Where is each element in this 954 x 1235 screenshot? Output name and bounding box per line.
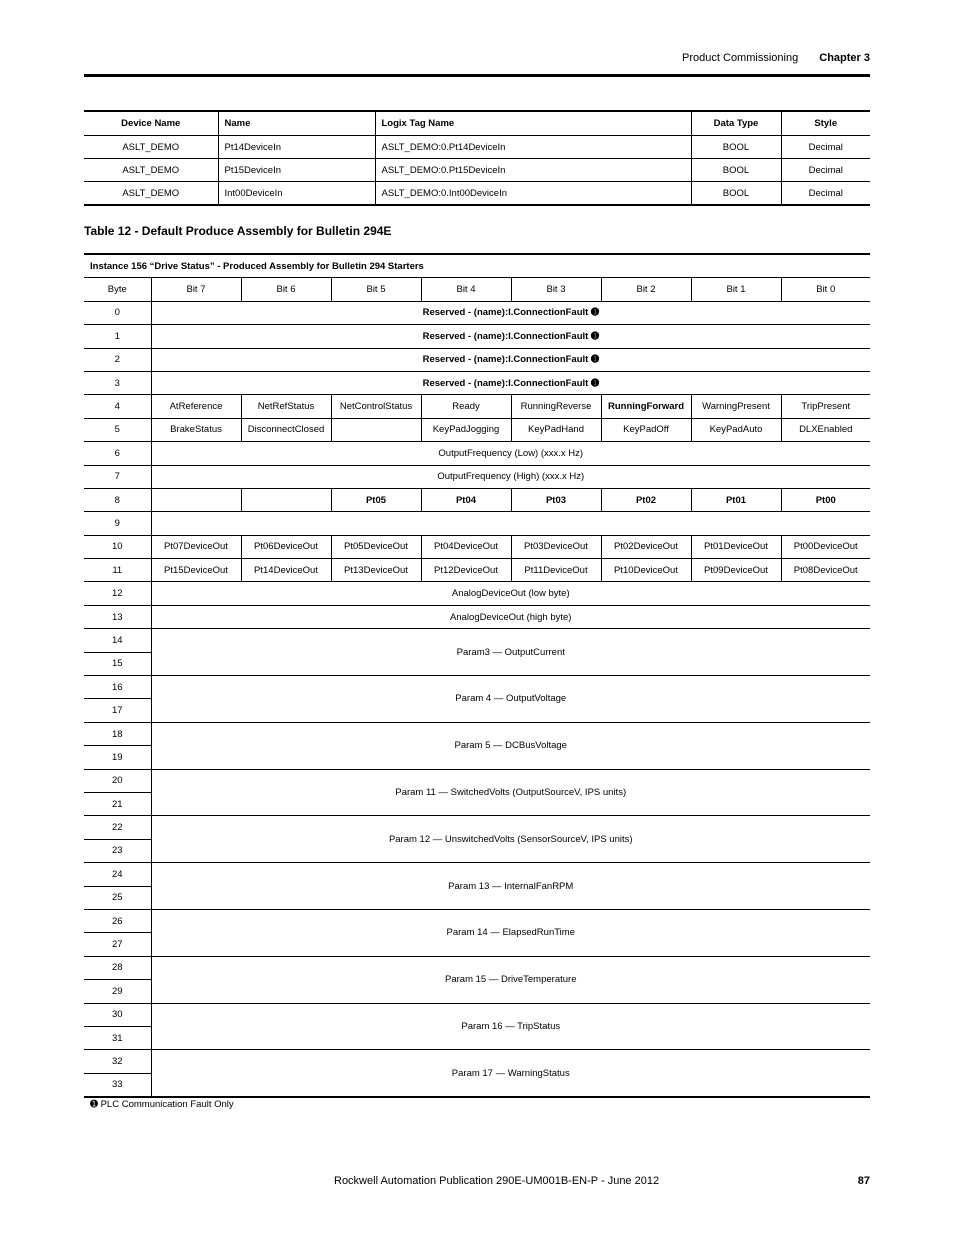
- page-header: [84, 52, 870, 70]
- byte-cell: 14: [84, 629, 151, 652]
- byte-cell: 6: [84, 442, 151, 465]
- table-row: [84, 182, 870, 206]
- column-header: Bit 1: [691, 278, 781, 301]
- byte-cell: 5: [84, 418, 151, 441]
- table-row: [84, 465, 870, 488]
- cell: BOOL: [691, 136, 781, 159]
- bit-cell: Pt01: [691, 488, 781, 511]
- cell: ASLT_DEMO: [122, 187, 180, 199]
- bit-cell: Ready: [421, 395, 511, 418]
- column-header: Name: [218, 111, 375, 136]
- byte-cell: 31: [84, 1026, 151, 1049]
- byte-cell: 1: [84, 325, 151, 348]
- byte-cell: 25: [84, 886, 151, 909]
- publication-info: Rockwell Automation Publication 290E-UM001B-EN-P - June 2012: [334, 1175, 660, 1187]
- cell: Pt14DeviceIn: [218, 136, 375, 159]
- byte-cell: 17: [84, 699, 151, 722]
- column-header: Bit 3: [511, 278, 601, 301]
- table-row: [84, 629, 870, 652]
- merged-cell: AnalogDeviceOut (low byte): [151, 582, 870, 605]
- byte-cell: 8: [84, 488, 151, 511]
- table-caption: Table 12 - Default Produce Assembly for Bulletin 294E: [84, 224, 392, 238]
- column-header: Bit 6: [241, 278, 331, 301]
- footnote: ➊ PLC Communication Fault Only: [90, 1099, 234, 1110]
- table-row: [84, 582, 870, 605]
- param-cell: Param 11 — SwitchedVolts (OutputSourceV, IPS units): [151, 769, 870, 816]
- bit-cell: Pt01DeviceOut: [691, 535, 781, 558]
- bit-cell: Pt13DeviceOut: [331, 559, 421, 582]
- chapter-label: Chapter 3: [819, 52, 870, 64]
- bit-cell: KeyPadOff: [601, 418, 691, 441]
- byte-cell: 16: [84, 676, 151, 699]
- bit-cell: Pt04DeviceOut: [421, 535, 511, 558]
- bit-cell: Pt07DeviceOut: [151, 535, 241, 558]
- column-header: Bit 5: [331, 278, 421, 301]
- bit-cell: Pt00DeviceOut: [781, 535, 870, 558]
- table-row: [84, 722, 870, 745]
- bit-cell: [151, 488, 241, 511]
- byte-cell: 24: [84, 863, 151, 886]
- byte-cell: 22: [84, 816, 151, 839]
- tag-table: [84, 110, 870, 206]
- table-row: [84, 956, 870, 979]
- merged-cell: AnalogDeviceOut (high byte): [151, 605, 870, 628]
- byte-cell: 0: [84, 301, 151, 324]
- reserved-cell: Reserved - (name):I.ConnectionFault ➊: [151, 301, 870, 324]
- byte-cell: 21: [84, 792, 151, 815]
- bit-cell: Pt11DeviceOut: [511, 559, 601, 582]
- cell: Decimal: [781, 159, 870, 182]
- byte-cell: 10: [84, 535, 151, 558]
- table-row: [84, 1050, 870, 1073]
- table-row: [84, 512, 870, 535]
- table-row: [84, 909, 870, 932]
- bit-cell: Pt04: [421, 488, 511, 511]
- byte-cell: 30: [84, 1003, 151, 1026]
- cell: ASLT_DEMO: [84, 136, 218, 159]
- byte-cell: 11: [84, 559, 151, 582]
- table-row: [84, 559, 870, 582]
- table-row: [84, 136, 870, 159]
- param-cell: Param 13 — InternalFanRPM: [151, 863, 870, 910]
- table-row: [84, 816, 870, 839]
- table-row: [84, 371, 870, 394]
- column-header: Data Type: [691, 111, 781, 136]
- column-header: Logix Tag Name: [375, 111, 691, 136]
- header-rule: [84, 74, 870, 77]
- param-cell: Param 17 — WarningStatus: [151, 1050, 870, 1097]
- merged-cell: OutputFrequency (High) (xxx.x Hz): [151, 465, 870, 488]
- bit-cell: KeyPadHand: [511, 418, 601, 441]
- table-row: [84, 418, 870, 441]
- byte-cell: 33: [111, 1079, 123, 1091]
- cell: BOOL: [691, 159, 781, 182]
- cell: BOOL: [691, 182, 781, 206]
- bit-cell: [331, 418, 421, 441]
- byte-cell: 7: [84, 465, 151, 488]
- bit-cell: DisconnectClosed: [241, 418, 331, 441]
- cell: Decimal: [781, 136, 870, 159]
- bit-cell: AtReference: [151, 395, 241, 418]
- byte-cell: 19: [84, 746, 151, 769]
- column-header: Bit 0: [781, 278, 870, 301]
- assembly-table: [84, 253, 870, 1098]
- page-number: 87: [857, 1175, 870, 1187]
- cell: Pt15DeviceIn: [218, 159, 375, 182]
- bit-cell: Pt02: [601, 488, 691, 511]
- bit-cell: RunningReverse: [511, 395, 601, 418]
- bit-cell: DLXEnabled: [781, 418, 870, 441]
- cell: ASLT_DEMO:0.Pt15DeviceIn: [375, 159, 691, 182]
- reserved-cell: Reserved - (name):I.ConnectionFault ➊: [151, 348, 870, 371]
- cell: Decimal: [781, 182, 870, 206]
- bit-cell: RunningForward: [601, 395, 691, 418]
- byte-cell: 15: [84, 652, 151, 675]
- table-row: [84, 535, 870, 558]
- bit-cell: BrakeStatus: [151, 418, 241, 441]
- byte-cell: 26: [84, 909, 151, 932]
- tag-table-header: [84, 111, 870, 136]
- cell: Int00DeviceIn: [218, 182, 375, 206]
- byte-cell: 29: [84, 980, 151, 1003]
- table-row: [84, 676, 870, 699]
- section-title: Product Commissioning: [682, 52, 799, 64]
- assembly-header-row: [84, 278, 870, 301]
- column-header: Bit 4: [421, 278, 511, 301]
- bit-cell: KeyPadJogging: [421, 418, 511, 441]
- param-cell: Param 16 — TripStatus: [151, 1003, 870, 1050]
- table-row: [84, 488, 870, 511]
- table-row: [84, 395, 870, 418]
- column-header: Style: [781, 111, 870, 136]
- byte-cell: 4: [84, 395, 151, 418]
- table-row: [84, 159, 870, 182]
- bit-cell: Pt06DeviceOut: [241, 535, 331, 558]
- bit-cell: Pt08DeviceOut: [781, 559, 870, 582]
- table-row: [84, 769, 870, 792]
- param-cell: Param 14 — ElapsedRunTime: [151, 909, 870, 956]
- cell: ASLT_DEMO: [84, 159, 218, 182]
- table-row: [84, 863, 870, 886]
- table-row: [84, 301, 870, 324]
- param-cell: Param 15 — DriveTemperature: [151, 956, 870, 1003]
- bit-cell: WarningPresent: [691, 395, 781, 418]
- param-cell: Param 12 — UnswitchedVolts (SensorSourceV, IPS units): [151, 816, 870, 863]
- param-cell: Param 4 — OutputVoltage: [151, 676, 870, 723]
- column-header: Bit 2: [601, 278, 691, 301]
- bit-cell: Pt02DeviceOut: [601, 535, 691, 558]
- table-row: [84, 1003, 870, 1026]
- column-header: Bit 7: [151, 278, 241, 301]
- cell: ASLT_DEMO:0.Int00DeviceIn: [375, 182, 691, 206]
- table-row: [84, 325, 870, 348]
- table-row: [84, 605, 870, 628]
- byte-cell: 3: [84, 371, 151, 394]
- byte-cell: 18: [84, 722, 151, 745]
- bit-cell: Pt09DeviceOut: [691, 559, 781, 582]
- bit-cell: Pt15DeviceOut: [151, 559, 241, 582]
- bit-cell: Pt05: [331, 488, 421, 511]
- byte-cell: 20: [84, 769, 151, 792]
- bit-cell: Pt03DeviceOut: [511, 535, 601, 558]
- table-row: [84, 348, 870, 371]
- bit-cell: [241, 488, 331, 511]
- table-row: [84, 442, 870, 465]
- merged-cell: OutputFrequency (Low) (xxx.x Hz): [151, 442, 870, 465]
- reserved-cell: Reserved - (name):I.ConnectionFault ➊: [151, 371, 870, 394]
- byte-cell: 28: [84, 956, 151, 979]
- param-cell: Param3 — OutputCurrent: [151, 629, 870, 676]
- byte-cell: 32: [84, 1050, 151, 1073]
- column-header: Byte: [84, 278, 151, 301]
- bit-cell: Pt05DeviceOut: [331, 535, 421, 558]
- byte-cell: 23: [84, 839, 151, 862]
- assembly-title-row: [84, 254, 870, 278]
- byte-cell: 13: [84, 605, 151, 628]
- bit-cell: Pt12DeviceOut: [421, 559, 511, 582]
- bit-cell: Pt00: [781, 488, 870, 511]
- reserved-cell: Reserved - (name):I.ConnectionFault ➊: [151, 325, 870, 348]
- bit-cell: Pt10DeviceOut: [601, 559, 691, 582]
- page-footer: [84, 1175, 870, 1191]
- cell: ASLT_DEMO:0.Pt14DeviceIn: [375, 136, 691, 159]
- bit-cell: TripPresent: [781, 395, 870, 418]
- byte-cell: 12: [84, 582, 151, 605]
- empty-cell: [151, 512, 870, 535]
- assembly-title: Instance 156 “Drive Status” - Produced Assembly for Bulletin 294 Starters: [84, 254, 870, 278]
- byte-cell: 9: [84, 512, 151, 535]
- bit-cell: NetRefStatus: [241, 395, 331, 418]
- bit-cell: Pt03: [511, 488, 601, 511]
- bit-cell: Pt14DeviceOut: [241, 559, 331, 582]
- bit-cell: NetControlStatus: [331, 395, 421, 418]
- column-header: Device Name: [84, 111, 218, 136]
- bit-cell: KeyPadAuto: [691, 418, 781, 441]
- byte-cell: 2: [84, 348, 151, 371]
- param-cell: Param 5 — DCBusVoltage: [151, 722, 870, 769]
- byte-cell: 27: [84, 933, 151, 956]
